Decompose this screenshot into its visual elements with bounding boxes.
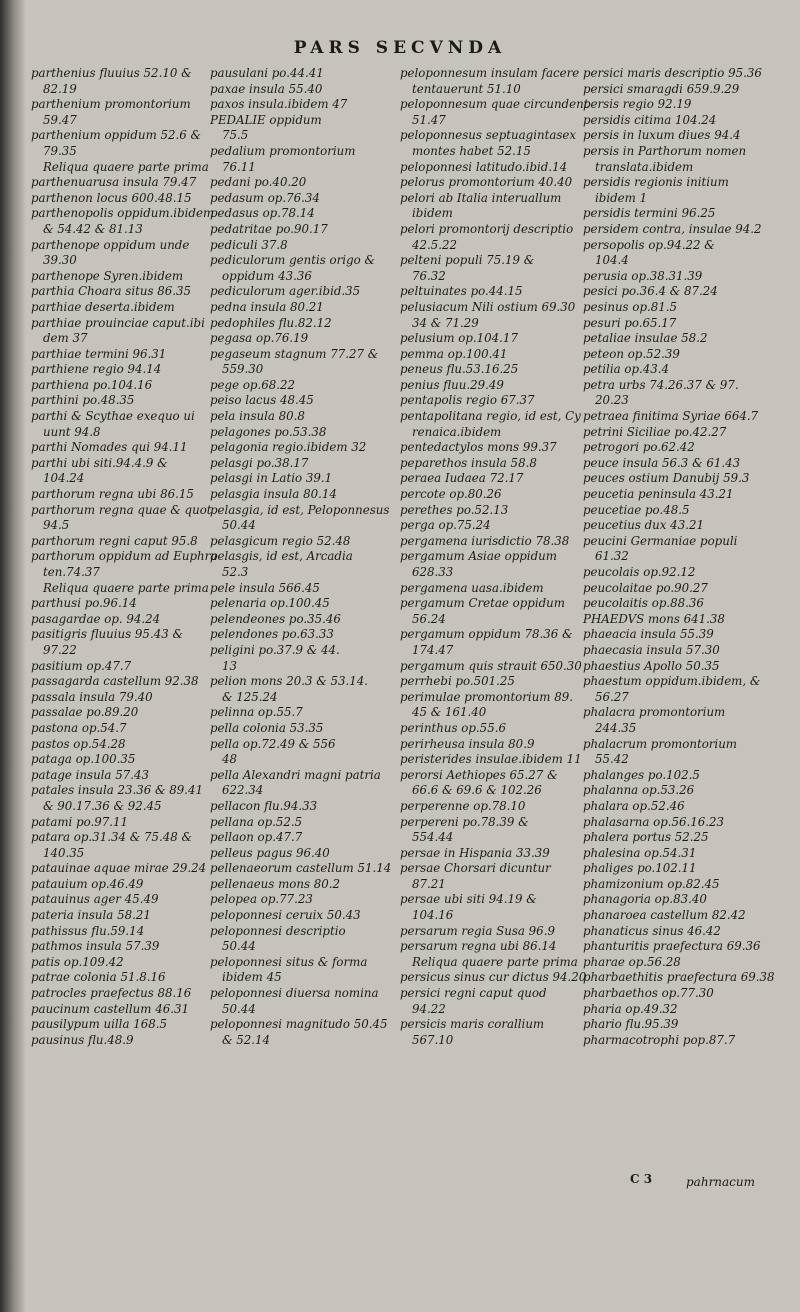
index-entry-continuation: 56.24 (412, 611, 446, 626)
index-entry: pergamum oppidum 78.36 & (400, 627, 573, 642)
index-entry: patrocles praefectus 88.16 (31, 986, 192, 1001)
index-entry: parthiae termini 96.31 (31, 346, 167, 361)
index-entry: persidis termini 96.25 (583, 206, 716, 221)
index-entry-continuation: 104.4 (595, 253, 629, 268)
index-entry: pediculi 37.8 (210, 237, 288, 252)
index-entry-continuation: 76.32 (412, 268, 446, 283)
index-entry: patara op.31.34 & 75.48 & (31, 830, 192, 845)
index-entry-continuation: 174.47 (412, 642, 454, 657)
index-entry: pastos op.54.28 (31, 736, 126, 751)
index-entry: peucolaitis op.88.36 (583, 596, 704, 611)
index-entry: pelasgis, id est, Arcadia (210, 549, 353, 564)
index-entry: passala insula 79.40 (31, 689, 153, 704)
index-entry: perga op.75.24 (400, 518, 491, 533)
index-entry: persici smaragdi 659.9.29 (583, 81, 740, 96)
index-entry: phanaroea castellum 82.42 (583, 908, 746, 923)
running-header: PARS SECVNDA (293, 38, 507, 58)
index-entry: petrini Siciliae po.42.27 (583, 424, 727, 439)
index-entry: phanaticus sinus 46.42 (583, 923, 721, 938)
index-entry-continuation: 20.23 (595, 393, 629, 408)
index-entry: patage insula 57.43 (31, 767, 149, 782)
index-entry: persis regio 92.19 (583, 97, 692, 112)
index-entry: pediculorum gentis origo & (210, 253, 375, 268)
index-entry: penius fluu.29.49 (400, 377, 504, 392)
index-entry: pelopea op.77.23 (210, 892, 313, 907)
index-entry: petrogori po.62.42 (583, 440, 695, 455)
index-entry: pemma op.100.41 (400, 346, 508, 361)
index-entry: peloponnesi diuersa nomina (210, 986, 379, 1001)
index-entry-continuation: 66.6 & 69.6 & 102.26 (412, 783, 542, 798)
index-entry: percote op.80.26 (400, 487, 502, 502)
index-column-4 (583, 66, 788, 1048)
index-entry: perperenne op.78.10 (400, 798, 526, 813)
index-entry: patales insula 23.36 & 89.41 (31, 783, 204, 798)
index-entry: parthiene regio 94.14 (31, 362, 162, 377)
index-entry: pellacon flu.94.33 (210, 798, 318, 813)
index-entry-continuation: 56.27 (595, 689, 629, 704)
index-entry-continuation: Reliqua quaere parte prima (412, 954, 578, 969)
index-entry: persis in luxum diues 94.4 (583, 128, 741, 143)
index-entry-continuation: ibidem 1 (595, 190, 648, 205)
index-entry-continuation: 76.11 (222, 159, 256, 174)
index-entry: pella Alexandri magni patria (210, 767, 381, 782)
index-entry: pelasgia insula 80.14 (210, 487, 337, 502)
index-entry: parthini po.48.35 (31, 393, 135, 408)
index-entry: pediculorum ager.ibid.35 (210, 284, 361, 299)
index-entry: pellaon op.47.7 (210, 830, 303, 845)
index-entry: parthenopolis oppidum.ibidem (31, 206, 215, 221)
index-entry: pedophiles flu.82.12 (210, 315, 332, 330)
index-entry-continuation: translata.ibidem (595, 159, 694, 174)
index-entry: peucolaitae po.90.27 (583, 580, 708, 595)
index-entry: pasitium op.47.7 (31, 658, 132, 673)
index-entry-continuation: 75.5 (222, 128, 249, 143)
index-entry-continuation: 82.19 (43, 81, 77, 96)
index-entry-continuation: 48 (222, 752, 238, 767)
index-entry: parthenium promontorium (31, 97, 191, 112)
index-entry: peucetiae po.48.5 (583, 502, 690, 517)
index-entry: peloponnesi situs & forma (210, 954, 368, 969)
index-entry: parthiena po.104.16 (31, 377, 153, 392)
index-entry: pelendones po.63.33 (210, 627, 334, 642)
index-entry-continuation: renaica.ibidem (412, 424, 502, 439)
index-entry: parthi Nomades qui 94.11 (31, 440, 188, 455)
index-entry-continuation: 628.33 (412, 565, 454, 579)
index-entry: petraea finitima Syriae 664.7 (583, 409, 759, 424)
index-entry: pela insula 80.8 (210, 409, 305, 424)
index-entry: patrae colonia 51.8.16 (31, 970, 166, 985)
index-entry-continuation: 559.30 (222, 362, 264, 377)
index-entry: persicus sinus cur dictus 94.20 (400, 970, 587, 985)
index-entry-continuation: 13 (222, 658, 238, 673)
index-entry: peloponnesum insulam facere (400, 66, 580, 80)
index-entry: pergamena uasa.ibidem (400, 580, 544, 595)
index-entry: pergamum Asiae oppidum (400, 549, 557, 564)
index-entry: pelasgicum regio 52.48 (210, 533, 351, 548)
index-entry: pesici po.36.4 & 87.24 (583, 284, 718, 299)
index-entry-continuation: ibidem 45 (222, 970, 282, 985)
index-entry: persopolis op.94.22 & (583, 237, 715, 252)
index-entry: persidem contra, insulae 94.2 (583, 221, 762, 236)
index-entry: pentapolis regio 67.37 (400, 393, 535, 408)
index-entry: peligini po.37.9 & 44. (210, 642, 340, 657)
index-entry: phaliges po.102.11 (583, 861, 697, 876)
index-entry: pelusiacum Nili ostium 69.30 (400, 299, 576, 314)
index-entry: pausulani po.44.41 (210, 66, 324, 80)
index-entry: paucinum castellum 46.31 (31, 1001, 189, 1016)
index-entry: pelendeones po.35.46 (210, 611, 341, 626)
index-entry: pergamena iurisdictio 78.38 (400, 533, 570, 548)
index-entry: pharmacotrophi pop.87.7 (583, 1032, 736, 1047)
index-entry: persarum regna ubi 86.14 (400, 939, 557, 954)
index-entry-continuation: & 52.14 (222, 1032, 271, 1047)
index-entry-continuation: 104.24 (43, 471, 85, 486)
index-entry: parthiae prouinciae caput.ibi (31, 315, 205, 330)
index-entry: perinthus op.55.6 (400, 720, 506, 735)
index-entry-continuation: 42.5.22 (412, 237, 458, 252)
index-entry: pedani po.40.20 (210, 175, 307, 190)
index-entry: pentapolitana regio, id est, Cy (400, 409, 581, 424)
index-entry: persidis regionis initium (583, 175, 729, 190)
index-entry: peiso lacus 48.45 (210, 393, 314, 408)
index-entry: parthorum oppidum ad Euphra (31, 549, 218, 564)
index-entry: peraea Iudaea 72.17 (400, 471, 524, 486)
index-entry: pharbaethitis praefectura 69.38 (583, 970, 775, 985)
index-entry: persae Chorsari dicuntur (400, 861, 551, 876)
index-entry-continuation: 94.22 (412, 1001, 446, 1016)
index-entry: peloponnesum quae circundent (400, 97, 589, 112)
index-entry: peucolais op.92.12 (583, 565, 696, 579)
index-entry: pelori promontorij descriptio (400, 221, 574, 236)
index-entry: pelusium op.104.17 (400, 331, 518, 346)
index-entry: phalanges po.102.5 (583, 767, 700, 782)
index-entry: pastona op.54.7 (31, 720, 127, 735)
index-entry: patis op.109.42 (31, 954, 124, 969)
index-entry: parthusi po.96.14 (31, 596, 137, 611)
index-entry: parthiae deserta.ibidem (31, 299, 175, 314)
index-entry: pedasum op.76.34 (210, 190, 320, 205)
index-entry-continuation: montes habet 52.15 (412, 143, 531, 158)
index-entry-continuation: 45 & 161.40 (412, 705, 487, 720)
index-entry-continuation: ibidem (412, 206, 453, 221)
index-entry: petra urbs 74.26.37 & 97. (583, 377, 739, 392)
index-entry: peteon op.52.39 (583, 346, 680, 361)
index-entry: pharae op.56.28 (583, 954, 681, 969)
index-entry-continuation: Reliqua quaere parte prima (43, 159, 209, 174)
index-entry: phaestum oppidum.ibidem, & (583, 674, 761, 689)
index-entry-continuation: 34 & 71.29 (412, 315, 479, 330)
index-entry: peneus flu.53.16.25 (400, 362, 519, 377)
index-column-1 (31, 66, 218, 1048)
index-entry-continuation: & 54.42 & 81.13 (43, 221, 143, 236)
index-entry-continuation: 55.42 (595, 752, 629, 767)
index-entry: peuce insula 56.3 & 61.43 (583, 455, 741, 470)
index-entry: peloponnesi ceruix 50.43 (210, 908, 361, 923)
index-entry: peuces ostium Danubij 59.3 (583, 471, 750, 486)
index-entry: pateria insula 58.21 (31, 908, 151, 923)
index-entry-continuation: 567.10 (412, 1032, 454, 1047)
index-entry: peloponnesi magnitudo 50.45 (210, 1017, 388, 1032)
index-entry: perethes po.52.13 (400, 502, 509, 517)
index-entry-continuation: 50.44 (222, 939, 256, 954)
index-entry: persidis citima 104.24 (583, 112, 717, 127)
index-entry: pausilypum uilla 168.5 (31, 1017, 168, 1032)
index-entry: pentedactylos mons 99.37 (400, 440, 557, 455)
index-entry: pasitigris fluuius 95.43 & (31, 627, 183, 642)
index-entry: phalanna op.53.26 (583, 783, 695, 798)
index-entry: peparethos insula 58.8 (400, 455, 537, 470)
index-entry: pharia op.49.32 (583, 1001, 678, 1016)
index-entry: parthenope oppidum unde (31, 237, 190, 252)
index-entry: passalae po.89.20 (31, 705, 139, 720)
index-entry-continuation: 50.44 (222, 1001, 256, 1016)
index-entry: pelteni populi 75.19 & (400, 253, 535, 268)
index-entry: pelinna op.55.7 (210, 705, 303, 720)
index-entry: parthi & Scythae exequo ui (31, 409, 195, 424)
index-entry: pathissus flu.59.14 (31, 923, 145, 938)
index-entry: pedalium promontorium (210, 143, 356, 158)
index-entry: pergamum quis strauit 650.30 (400, 658, 582, 673)
index-entry: pege op.68.22 (210, 377, 295, 392)
index-entry: patauinae aquae mirae 29.24 (31, 861, 207, 876)
index-entry: pella op.72.49 & 556 (210, 736, 336, 751)
index-entry: pellenaeus mons 80.2 (210, 876, 341, 891)
index-entry-continuation: 104.16 (412, 908, 454, 923)
index-entry: phaestius Apollo 50.35 (583, 658, 720, 673)
index-entry: parthenope Syren.ibidem (31, 268, 184, 283)
index-entry-continuation: uunt 94.8 (43, 424, 101, 439)
index-entry: perrhebi po.501.25 (400, 674, 515, 689)
index-entry: pelenaria op.100.45 (210, 596, 330, 611)
index-entry: paxae insula 55.40 (210, 81, 323, 96)
index-entry-continuation: 87.21 (412, 876, 446, 891)
index-entry: parthi ubi siti.94.4.9 & (31, 455, 168, 470)
index-entry: parthia Choara situs 86.35 (31, 284, 192, 299)
index-entry: pesuri po.65.17 (583, 315, 677, 330)
index-entry: phalasarna op.56.16.23 (583, 814, 725, 829)
index-entry-continuation: & 125.24 (222, 689, 278, 704)
index-entry: peloponnesus septuagintasex (400, 128, 577, 143)
index-entry-continuation: 59.47 (43, 112, 77, 127)
index-entry: phario flu.95.39 (583, 1017, 679, 1032)
index-entry-continuation: 97.22 (43, 642, 77, 657)
index-entry: pelasgia, id est, Peloponnesus (210, 502, 390, 517)
index-entry-continuation: 244.35 (595, 720, 637, 735)
index-entry: peristerides insulae.ibidem 11 (400, 752, 582, 767)
index-entry: parthorum regni caput 95.8 (31, 533, 198, 548)
index-entry: patauinus ager 45.49 (31, 892, 159, 907)
index-entry: phalera portus 52.25 (583, 830, 709, 845)
index-entry: perorsi Aethiopes 65.27 & (400, 767, 558, 782)
index-entry: pegasa op.76.19 (210, 331, 309, 346)
index-entry: perimulae promontorium 89. (400, 689, 573, 704)
page-edge (0, 0, 26, 1312)
index-entry: parthorum regna ubi 86.15 (31, 487, 194, 502)
index-entry: PHAEDVS mons 641.38 (583, 611, 725, 626)
index-entry: peltuinates po.44.15 (400, 284, 523, 299)
index-entry: perusia op.38.31.39 (583, 268, 703, 283)
index-entry-continuation: 554.44 (412, 830, 454, 845)
index-entry: phaeacia insula 55.39 (583, 627, 714, 642)
index-entry: parthenon locus 600.48.15 (31, 190, 192, 205)
index-entry: pedna insula 80.21 (210, 299, 324, 314)
index-entry: phalacra promontorium (583, 705, 726, 720)
index-entry-continuation: dem 37 (43, 331, 88, 346)
index-entry: phaecasia insula 57.30 (583, 642, 720, 657)
index-entry: patami po.97.11 (31, 814, 129, 829)
index-entry: pathmos insula 57.39 (31, 939, 160, 954)
index-entry: perpereni po.78.39 & (400, 814, 529, 829)
index-entry: perirheusa insula 80.9 (400, 736, 535, 751)
index-entry: petilia op.43.4 (583, 362, 670, 377)
index-entry: peloponnesi descriptio (210, 923, 346, 938)
index-entry-continuation: 52.3 (222, 565, 249, 579)
index-entry: pelleus pagus 96.40 (210, 845, 330, 860)
index-entry: pesinus op.81.5 (583, 299, 678, 314)
index-entry: peucetia peninsula 43.21 (583, 487, 734, 502)
index-entry: pelorus promontorium 40.40 (400, 175, 573, 190)
index-entry: parthenius fluuius 52.10 & (31, 66, 192, 80)
index-entry: peloponnesi latitudo.ibid.14 (400, 159, 568, 174)
index-entry: passagarda castellum 92.38 (31, 674, 199, 689)
index-entry: pella colonia 53.35 (210, 720, 324, 735)
signature-mark: C 3 (630, 1172, 653, 1186)
index-column-3 (400, 66, 589, 1048)
index-column-2 (210, 66, 390, 1048)
index-entry: patauium op.46.49 (31, 876, 144, 891)
index-entry: persici regni caput quod (400, 986, 547, 1001)
index-entry-continuation: 39.30 (43, 253, 77, 268)
index-entry-continuation: 94.5 (43, 518, 70, 533)
index-entry: persarum regia Susa 96.9 (400, 923, 555, 938)
index-entry: persae in Hispania 33.39 (400, 845, 550, 860)
catchword: pahrnacum (686, 1175, 756, 1189)
index-entry-continuation: ten.74.37 (43, 565, 100, 579)
index-entry-continuation: 61.32 (595, 549, 629, 564)
index-entry-continuation: & 90.17.36 & 92.45 (43, 798, 162, 813)
index-entry: pausinus flu.48.9 (31, 1032, 134, 1047)
index-entry: pedatritae po.90.17 (210, 221, 328, 236)
index-entry: phanagoria op.83.40 (583, 892, 707, 907)
index-entry-continuation: 50.44 (222, 518, 256, 533)
index-entry-continuation: 622.34 (222, 783, 264, 798)
index-entry-continuation: 140.35 (43, 845, 85, 860)
index-entry: pelagonia regio.ibidem 32 (210, 440, 367, 455)
index-entry: persis in Parthorum nomen (583, 143, 747, 158)
index-entry: phalesina op.54.31 (583, 845, 697, 860)
index-entry: parthorum regna quae & quot (31, 502, 212, 517)
index-entry: pegaseum stagnum 77.27 & (210, 346, 379, 361)
index-entry: persicis maris corallium (400, 1017, 545, 1032)
index-entry: persae ubi siti 94.19 & (400, 892, 537, 907)
index-entry: pelori ab Italia interuallum (400, 190, 562, 205)
index-entry: peucetius dux 43.21 (583, 518, 704, 533)
index-entry: phamizonium op.82.45 (583, 876, 720, 891)
index-entry-continuation: 79.35 (43, 143, 77, 158)
index-entry: pele insula 566.45 (210, 580, 320, 595)
index-entry-continuation: Reliqua quaere parte prima (43, 580, 209, 595)
index-entry: peucini Germaniae populi (583, 533, 738, 548)
index-entry: pataga op.100.35 (31, 752, 136, 767)
index-entry: phalara op.52.46 (583, 798, 685, 813)
index-entry: petaliae insulae 58.2 (583, 331, 708, 346)
index-entry: pellana op.52.5 (210, 814, 303, 829)
index-entry: persici maris descriptio 95.36 (583, 66, 762, 80)
index-entry: pelagones po.53.38 (210, 424, 327, 439)
index-entry: PEDALIE oppidum (210, 112, 322, 127)
index-entry: paxos insula.ibidem 47 (210, 97, 348, 112)
index-entry: parthenium oppidum 52.6 & (31, 128, 202, 143)
index-entry: pedasus op.78.14 (210, 206, 315, 221)
index-entry-continuation: tentauerunt 51.10 (412, 81, 521, 96)
index-entry: pellenaeorum castellum 51.14 (210, 861, 392, 876)
index-entry: pelasgi in Latio 39.1 (210, 471, 333, 486)
index-entry: pasagardae op. 94.24 (31, 611, 161, 626)
index-entry: parthenuarusa insula 79.47 (31, 175, 197, 190)
index-entry-continuation: oppidum 43.36 (222, 268, 312, 283)
index-entry: pelion mons 20.3 & 53.14. (210, 674, 369, 689)
index-entry: pharbaethos op.77.30 (583, 986, 714, 1001)
index-entry: pelasgi po.38.17 (210, 455, 309, 470)
index-entry-continuation: 51.47 (412, 112, 446, 127)
index-entry: pergamum Cretae oppidum (400, 596, 565, 611)
index-entry: phanturitis praefectura 69.36 (583, 939, 761, 954)
index-entry: phalacrum promontorium (583, 736, 737, 751)
